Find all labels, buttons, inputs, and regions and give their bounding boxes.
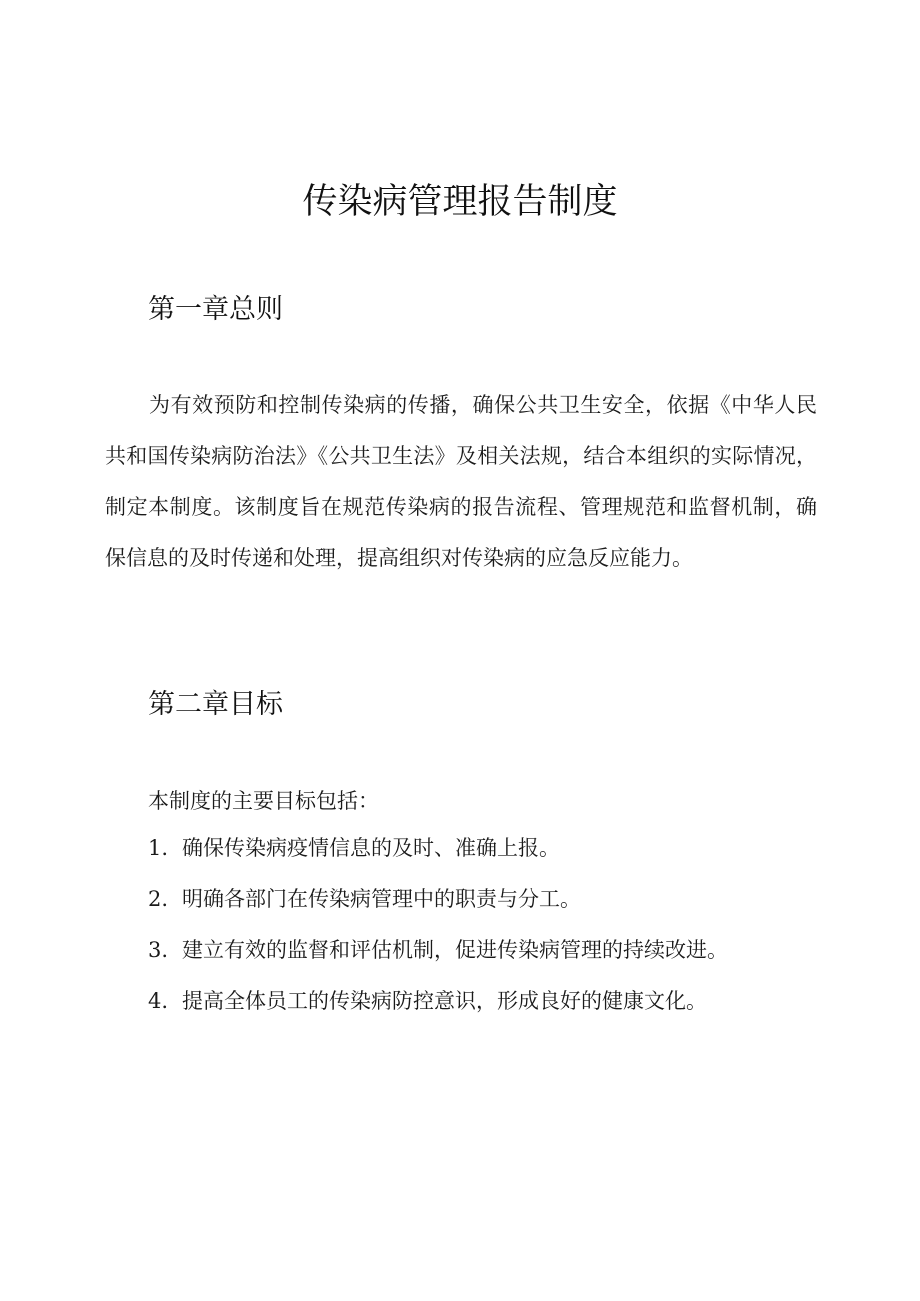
goal-text: 建立有效的监督和评估机制，促进传染病管理的持续改进。 [182, 938, 728, 962]
chapter-1-paragraph: 为有效预防和控制传染病的传播，确保公共卫生安全，依据《中华人民共和国传染病防治法》《公共卫生法》及相关法规，结合本组织的实际情况，制定本制度。该制度旨在规范传染病的报告流程、管理规范和监督机制，确保信息的及时传递和处理，提高组织对传染病的应急反应能力。 [105, 393, 817, 570]
goals-intro: 本制度的主要目标包括： [148, 789, 379, 813]
chapter-1-heading: 第一章总则 [148, 294, 283, 325]
goal-number: 4. [148, 989, 169, 1013]
goal-number: 2. [148, 887, 169, 911]
goal-item-2 [148, 874, 728, 925]
document-title: 传染病管理报告制度 [302, 182, 618, 222]
goal-text: 确保传染病疫情信息的及时、准确上报。 [182, 836, 560, 860]
goal-text: 提高全体员工的传染病防控意识，形成良好的健康文化。 [182, 989, 707, 1013]
goals-list [148, 823, 728, 1027]
chapter-2-heading: 第二章目标 [148, 689, 283, 720]
goal-number: 3. [148, 938, 169, 962]
goal-number: 1. [148, 836, 169, 860]
goal-item-4 [148, 976, 728, 1027]
goal-item-1 [148, 823, 728, 874]
goal-text: 明确各部门在传染病管理中的职责与分工。 [182, 887, 581, 911]
goal-item-3 [148, 925, 728, 976]
